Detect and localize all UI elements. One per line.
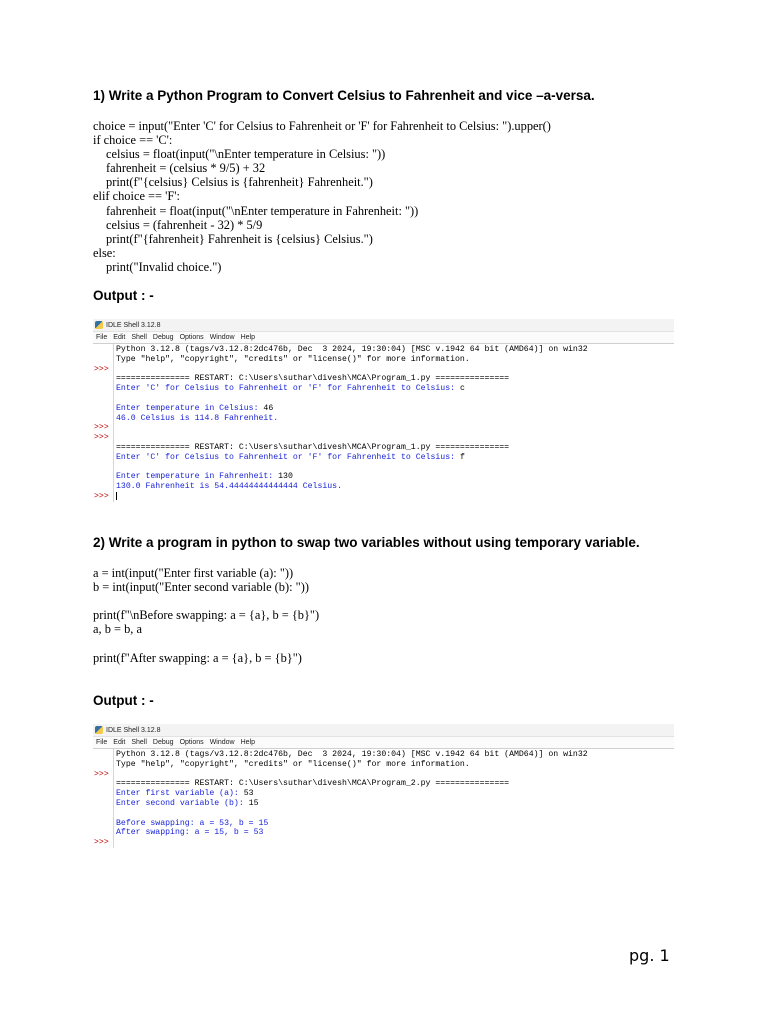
shell-text: Enter second variable (b): [116,798,249,808]
idle-shell-window-2 [93,724,674,848]
menu-file[interactable]: File [96,739,108,746]
shell-line [116,760,674,770]
idle-shell-output[interactable] [114,344,674,502]
shell-line [116,779,674,789]
shell-text: Enter temperature in Fahrenheit: [116,472,279,482]
code-line: print(f"After swapping: a = {a}, b = {b}") [93,650,302,665]
python-app-icon [95,321,103,329]
idle-shell-window-1 [93,319,674,505]
section2-code [93,566,693,665]
shell-prompt [94,394,113,404]
shell-line [116,423,674,433]
shell-user-input: c [459,384,465,394]
shell-text: 46.0 Celsius is 114.8 Fahrenheit. [116,413,279,423]
shell-prompt [94,463,113,473]
shell-prompt: >>> [94,491,109,501]
idle-menubar [93,737,674,749]
menu-help[interactable]: Help [240,739,255,746]
code-line: fahrenheit = float(input("\nEnter temperature in Fahrenheit: ")) [106,203,419,218]
menu-debug[interactable]: Debug [152,739,174,746]
menu-options[interactable]: Options [179,334,204,341]
menu-window[interactable]: Window [209,739,235,746]
shell-user-input: 46 [263,403,274,413]
code-line: a = int(input("Enter first variable (a): ")) [93,566,294,580]
code-line: celsius = (fahrenheit - 32) * 5/9 [106,217,263,232]
shell-prompt [94,828,113,838]
code-line: print(f"{celsius} Celsius is {fahrenheit} Fahrenheit.") [106,175,373,190]
menu-window[interactable]: Window [209,334,235,341]
shell-prompt: >>> [94,364,109,374]
shell-prompt [94,760,113,770]
code-line: print("Invalid choice.") [106,259,222,274]
shell-line [116,472,674,482]
idle-prompt-gutter [93,749,114,848]
shell-text: Type "help", "copyright", "credits" or "license()" for more information. [116,354,470,364]
shell-prompt: >>> [94,423,109,433]
section2-output-label: Output : - [93,693,154,708]
shell-line [116,463,674,473]
idle-titlebar [93,319,674,332]
shell-text: Enter temperature in Celsius: [116,403,264,413]
code-line: elif choice == 'F': [93,189,180,204]
shell-line [116,819,674,829]
shell-line [116,414,674,424]
menu-options[interactable]: Options [179,739,204,746]
shell-line [116,394,674,404]
shell-text: Enter 'C' for Celsius to Fahrenheit or 'F' for Fahrenheit to Celsius: [116,452,460,462]
shell-line [116,355,674,365]
section1-output-label: Output : - [93,288,154,303]
shell-text: Before swapping: a = 53, b = 15 [116,818,269,828]
shell-user-input: f [459,452,465,462]
shell-line [116,374,674,384]
shell-text: After swapping: a = 15, b = 53 [116,828,264,838]
code-line: else: [93,245,116,260]
shell-line [116,789,674,799]
menu-edit[interactable]: Edit [113,334,126,341]
idle-prompt-gutter [93,344,114,502]
shell-text: Python 3.12.8 (tags/v3.12.8:2dc476b, Dec 3 2024, 19:30:04) [MSC v.1942 64 bit (AMD64)] on win32 [116,750,588,759]
shell-prompt [94,799,113,809]
code-line: print(f"\nBefore swapping: a = {a}, b = {b}") [93,608,320,623]
code-line [93,636,693,650]
page-number: pg. 1 [629,946,670,965]
shell-prompt [94,819,113,829]
code-line: if choice == 'C': [93,133,173,148]
shell-prompt [94,809,113,819]
shell-text: =============== RESTART: C:\Users\suthar\divesh\MCA\Program_1.py =============== [116,374,510,384]
shell-line [116,492,674,502]
shell-text: Enter first variable (a): [116,789,244,799]
shell-text: Type "help", "copyright", "credits" or "license()" for more information. [116,759,470,769]
shell-line [116,799,674,809]
shell-line [116,453,674,463]
shell-text: =============== RESTART: C:\Users\suthar\divesh\MCA\Program_2.py =============== [116,779,510,789]
shell-line [116,443,674,453]
shell-prompt [94,779,113,789]
section1-heading: 1) Write a Python Program to Convert Celsius to Fahrenheit and vice –a-versa. [93,88,595,103]
shell-text: 130.0 Fahrenheit is 54.44444444444444 Celsius. [116,482,343,492]
code-line: choice = input("Enter 'C' for Celsius to Fahrenheit or 'F' for Fahrenheit to Celsius: ").upper() [93,119,551,133]
shell-line [116,809,674,819]
shell-line [116,750,674,760]
text-cursor [116,492,117,500]
shell-prompt [94,345,113,355]
shell-line [116,384,674,394]
shell-user-input: 53 [243,789,254,799]
menu-file[interactable]: File [96,334,108,341]
shell-prompt [94,453,113,463]
shell-prompt [94,384,113,394]
shell-text: Enter 'C' for Celsius to Fahrenheit or 'F' for Fahrenheit to Celsius: [116,384,460,394]
shell-user-input: 130 [278,472,293,482]
shell-text: Python 3.12.8 (tags/v3.12.8:2dc476b, Dec 3 2024, 19:30:04) [MSC v.1942 64 bit (AMD64)] on win32 [116,345,588,354]
shell-line [116,838,674,848]
shell-prompt [94,482,113,492]
shell-text: =============== RESTART: C:\Users\suthar\divesh\MCA\Program_1.py =============== [116,442,510,452]
idle-shell-output[interactable] [114,749,674,848]
section2-heading: 2) Write a program in python to swap two variables without using temporary variable. [93,535,640,550]
shell-prompt: >>> [94,838,109,848]
code-line: a, b = b, a [93,622,142,637]
shell-prompt [94,443,113,453]
shell-prompt [94,750,113,760]
idle-menubar [93,332,674,344]
shell-prompt [94,374,113,384]
shell-prompt: >>> [94,433,109,443]
shell-line [116,770,674,780]
shell-prompt [94,404,113,414]
shell-line [116,433,674,443]
idle-title: IDLE Shell 3.12.8 [106,321,161,329]
shell-line [116,828,674,838]
menu-help[interactable]: Help [240,334,255,341]
idle-title: IDLE Shell 3.12.8 [106,726,161,734]
python-app-icon [95,726,103,734]
shell-prompt: >>> [94,769,109,779]
menu-debug[interactable]: Debug [152,334,174,341]
shell-line [116,482,674,492]
code-line [93,594,693,608]
code-line: b = int(input("Enter second variable (b): ")) [93,580,309,595]
idle-titlebar [93,724,674,737]
section1-code [93,119,693,274]
shell-line [116,404,674,414]
menu-shell[interactable]: Shell [131,739,147,746]
shell-prompt [94,789,113,799]
menu-edit[interactable]: Edit [113,739,126,746]
code-line: celsius = float(input("\nEnter temperature in Celsius: ")) [106,147,386,162]
menu-shell[interactable]: Shell [131,334,147,341]
shell-prompt [94,414,113,424]
shell-prompt [94,472,113,482]
shell-line [116,365,674,375]
shell-line [116,345,674,355]
code-line: print(f"{fahrenheit} Fahrenheit is {celsius} Celsius.") [106,231,373,246]
shell-user-input: 15 [248,798,259,808]
shell-prompt [94,355,113,365]
code-line: fahrenheit = (celsius * 9/5) + 32 [106,161,266,176]
